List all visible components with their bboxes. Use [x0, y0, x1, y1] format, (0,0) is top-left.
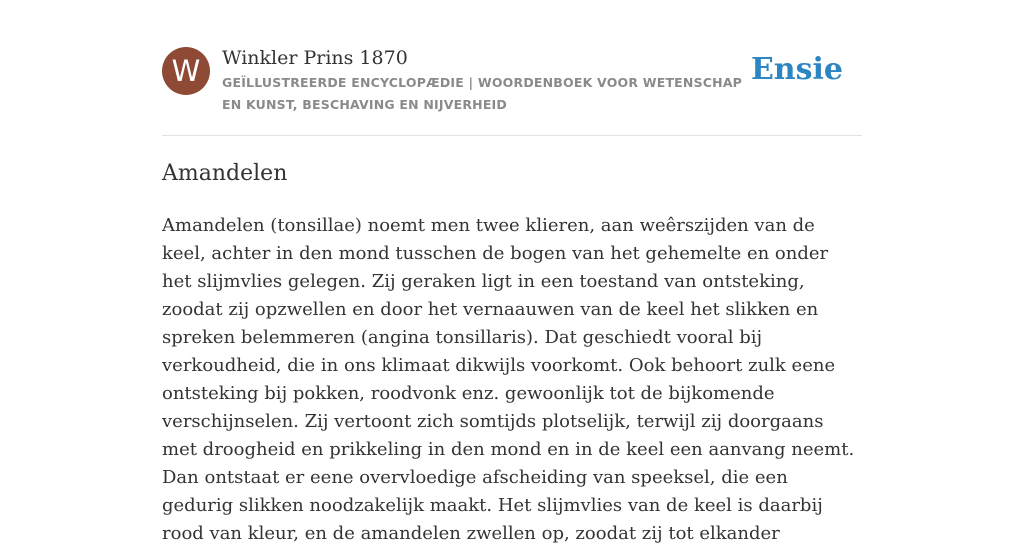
source-subtitle: GEÏLLUSTREERDE ENCYCLOPÆDIE | WOORDENBOEK VOOR WETENSCHAP EN KUNST, BESCHAVING EN NIJVERHEID [222, 75, 743, 112]
entry-title: Amandelen [162, 161, 288, 186]
entry-body: Amandelen (tonsillae) noemt men twee klieren, aan weêrszijden van de keel, achter in den mond tusschen de bogen van het gehemelte en onder het slijmvlies gelegen. Zij geraken ligt in een toestand van ontsteking, zoodat zij opzwellen en door het vernaauwen van de keel het slikken en spreken belemmeren (angina tonsillaris). Dat geschiedt vooral bij verkoudheid, die in ons klimaat dikwijls voorkomt. Ook behoort zulk eene ontsteking bij pokken, roodvonk enz. gewoonlijk tot de bijkomende verschijnselen. Zij vertoont zich somtijds plotselijk, terwijl zij doorgaans met droogheid en prikkeling in den mond en in de keel een aanvang neemt. Dan ontstaat er eene overvloedige afscheiding van speeksel, die een gedurig slikken noodzakelijk maakt. Het slijmvlies van de keel is daarbij rood van kleur, en de amandelen zwellen op, zoodat zij tot elkander [162, 215, 855, 544]
ensie-logo[interactable]: Ensie [750, 52, 843, 87]
page [162, 0, 862, 544]
avatar[interactable]: W [162, 47, 210, 95]
source-title[interactable]: Winkler Prins 1870 [222, 47, 408, 69]
source-header [162, 0, 862, 136]
